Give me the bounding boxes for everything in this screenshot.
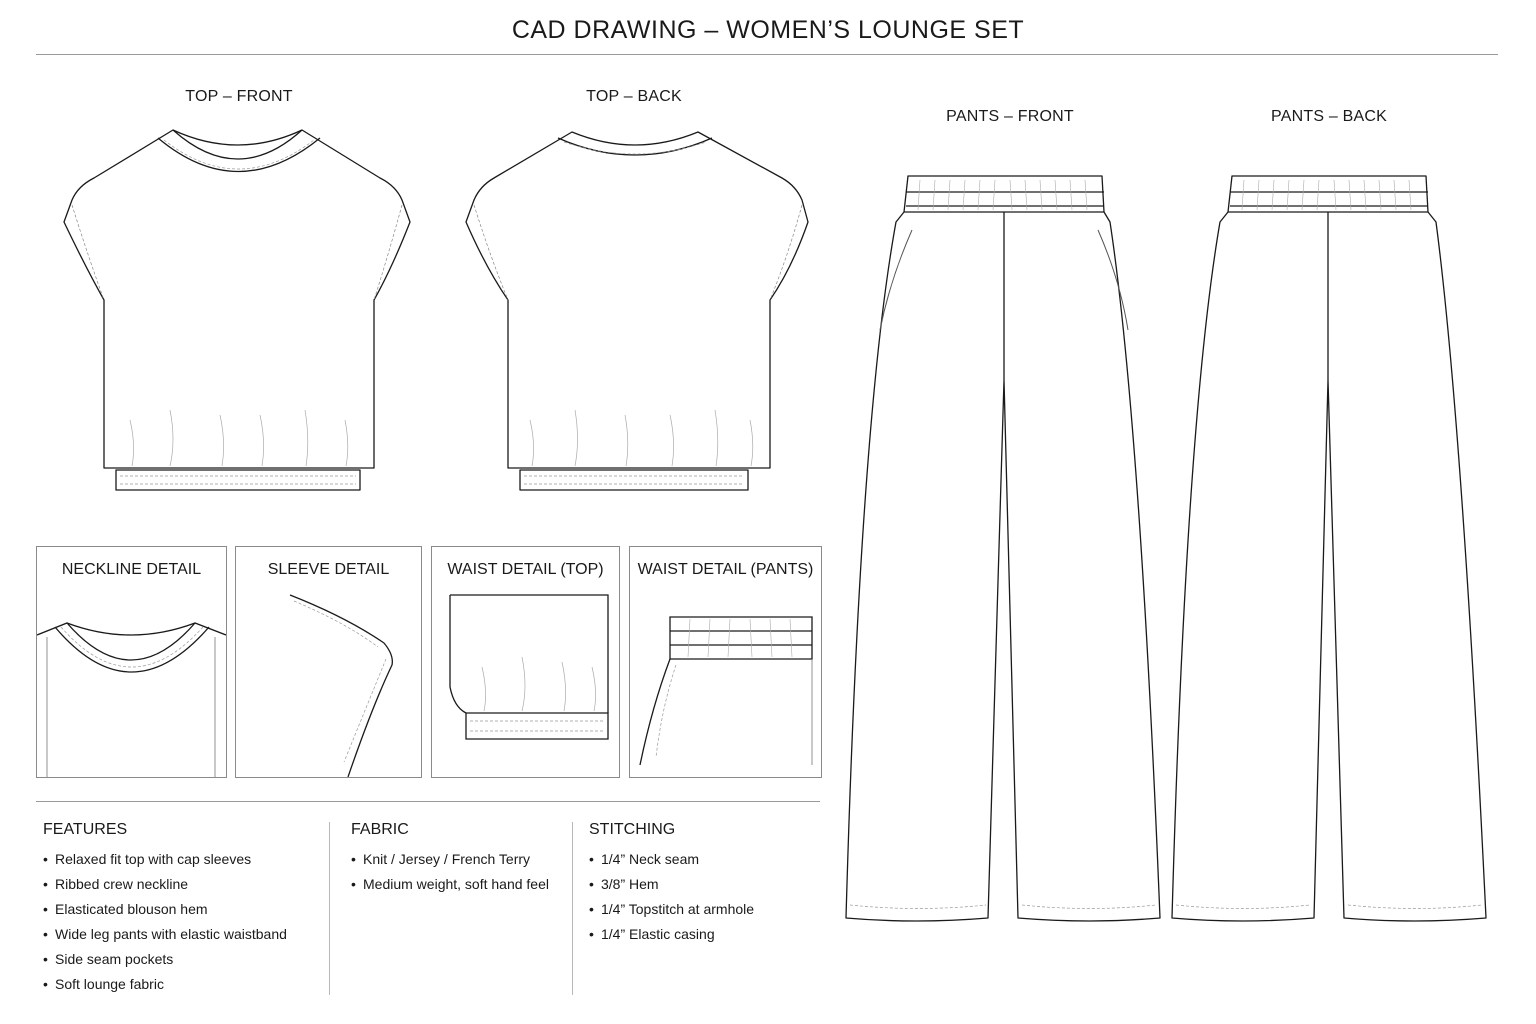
features-list: [43, 847, 287, 997]
fabric-list: [351, 847, 549, 897]
neckline-detail-drawing: [37, 547, 226, 777]
list-item: • Elasticated blouson hem: [43, 897, 287, 922]
pants-back-drawing: [1172, 176, 1486, 921]
sleeve-detail-label: SLEEVE DETAIL: [267, 561, 390, 578]
list-item: • Relaxed fit top with cap sleeves: [43, 847, 287, 872]
spec-divider: [36, 801, 820, 802]
waist-detail-top-box: [431, 546, 620, 778]
waist-detail-pants-box: [629, 546, 822, 778]
list-item: • 1/4” Topstitch at armhole: [589, 897, 754, 922]
waist-detail-pants-drawing: [630, 547, 821, 777]
waist-detail-pants-label: WAIST DETAIL (PANTS): [637, 561, 814, 578]
neckline-detail-label: NECKLINE DETAIL: [61, 561, 202, 578]
list-item: • Ribbed crew neckline: [43, 872, 287, 897]
pants-front-drawing: [846, 176, 1160, 921]
page-title: CAD DRAWING – WOMEN’S LOUNGE SET: [511, 16, 1025, 44]
waist-detail-top-drawing: [432, 547, 619, 777]
pants-front-label: PANTS – FRONT: [946, 108, 1074, 125]
list-item: • Side seam pockets: [43, 947, 287, 972]
sleeve-detail-box: [235, 546, 422, 778]
list-item: • 3/8” Hem: [589, 872, 754, 897]
fabric-heading: FABRIC: [351, 821, 409, 838]
waist-detail-top-label: WAIST DETAIL (TOP): [447, 561, 604, 578]
list-item: • Knit / Jersey / French Terry: [351, 847, 549, 872]
list-item: • Soft lounge fabric: [43, 972, 287, 997]
stitching-list: [589, 847, 754, 947]
list-item: • Wide leg pants with elastic waistband: [43, 922, 287, 947]
top-front-label: TOP – FRONT: [185, 88, 293, 105]
stitching-heading: STITCHING: [589, 821, 676, 838]
top-back-drawing: [466, 132, 808, 490]
list-item: • 1/4” Neck seam: [589, 847, 754, 872]
column-separator: [329, 822, 330, 995]
column-separator: [572, 822, 573, 995]
sleeve-detail-drawing: [236, 547, 421, 777]
neckline-detail-box: [36, 546, 227, 778]
top-front-drawing: [64, 130, 410, 490]
pants-back-label: PANTS – BACK: [1271, 108, 1387, 125]
top-back-label: TOP – BACK: [586, 88, 682, 105]
list-item: • Medium weight, soft hand feel: [351, 872, 549, 897]
list-item: • 1/4” Elastic casing: [589, 922, 754, 947]
features-heading: FEATURES: [43, 821, 128, 838]
